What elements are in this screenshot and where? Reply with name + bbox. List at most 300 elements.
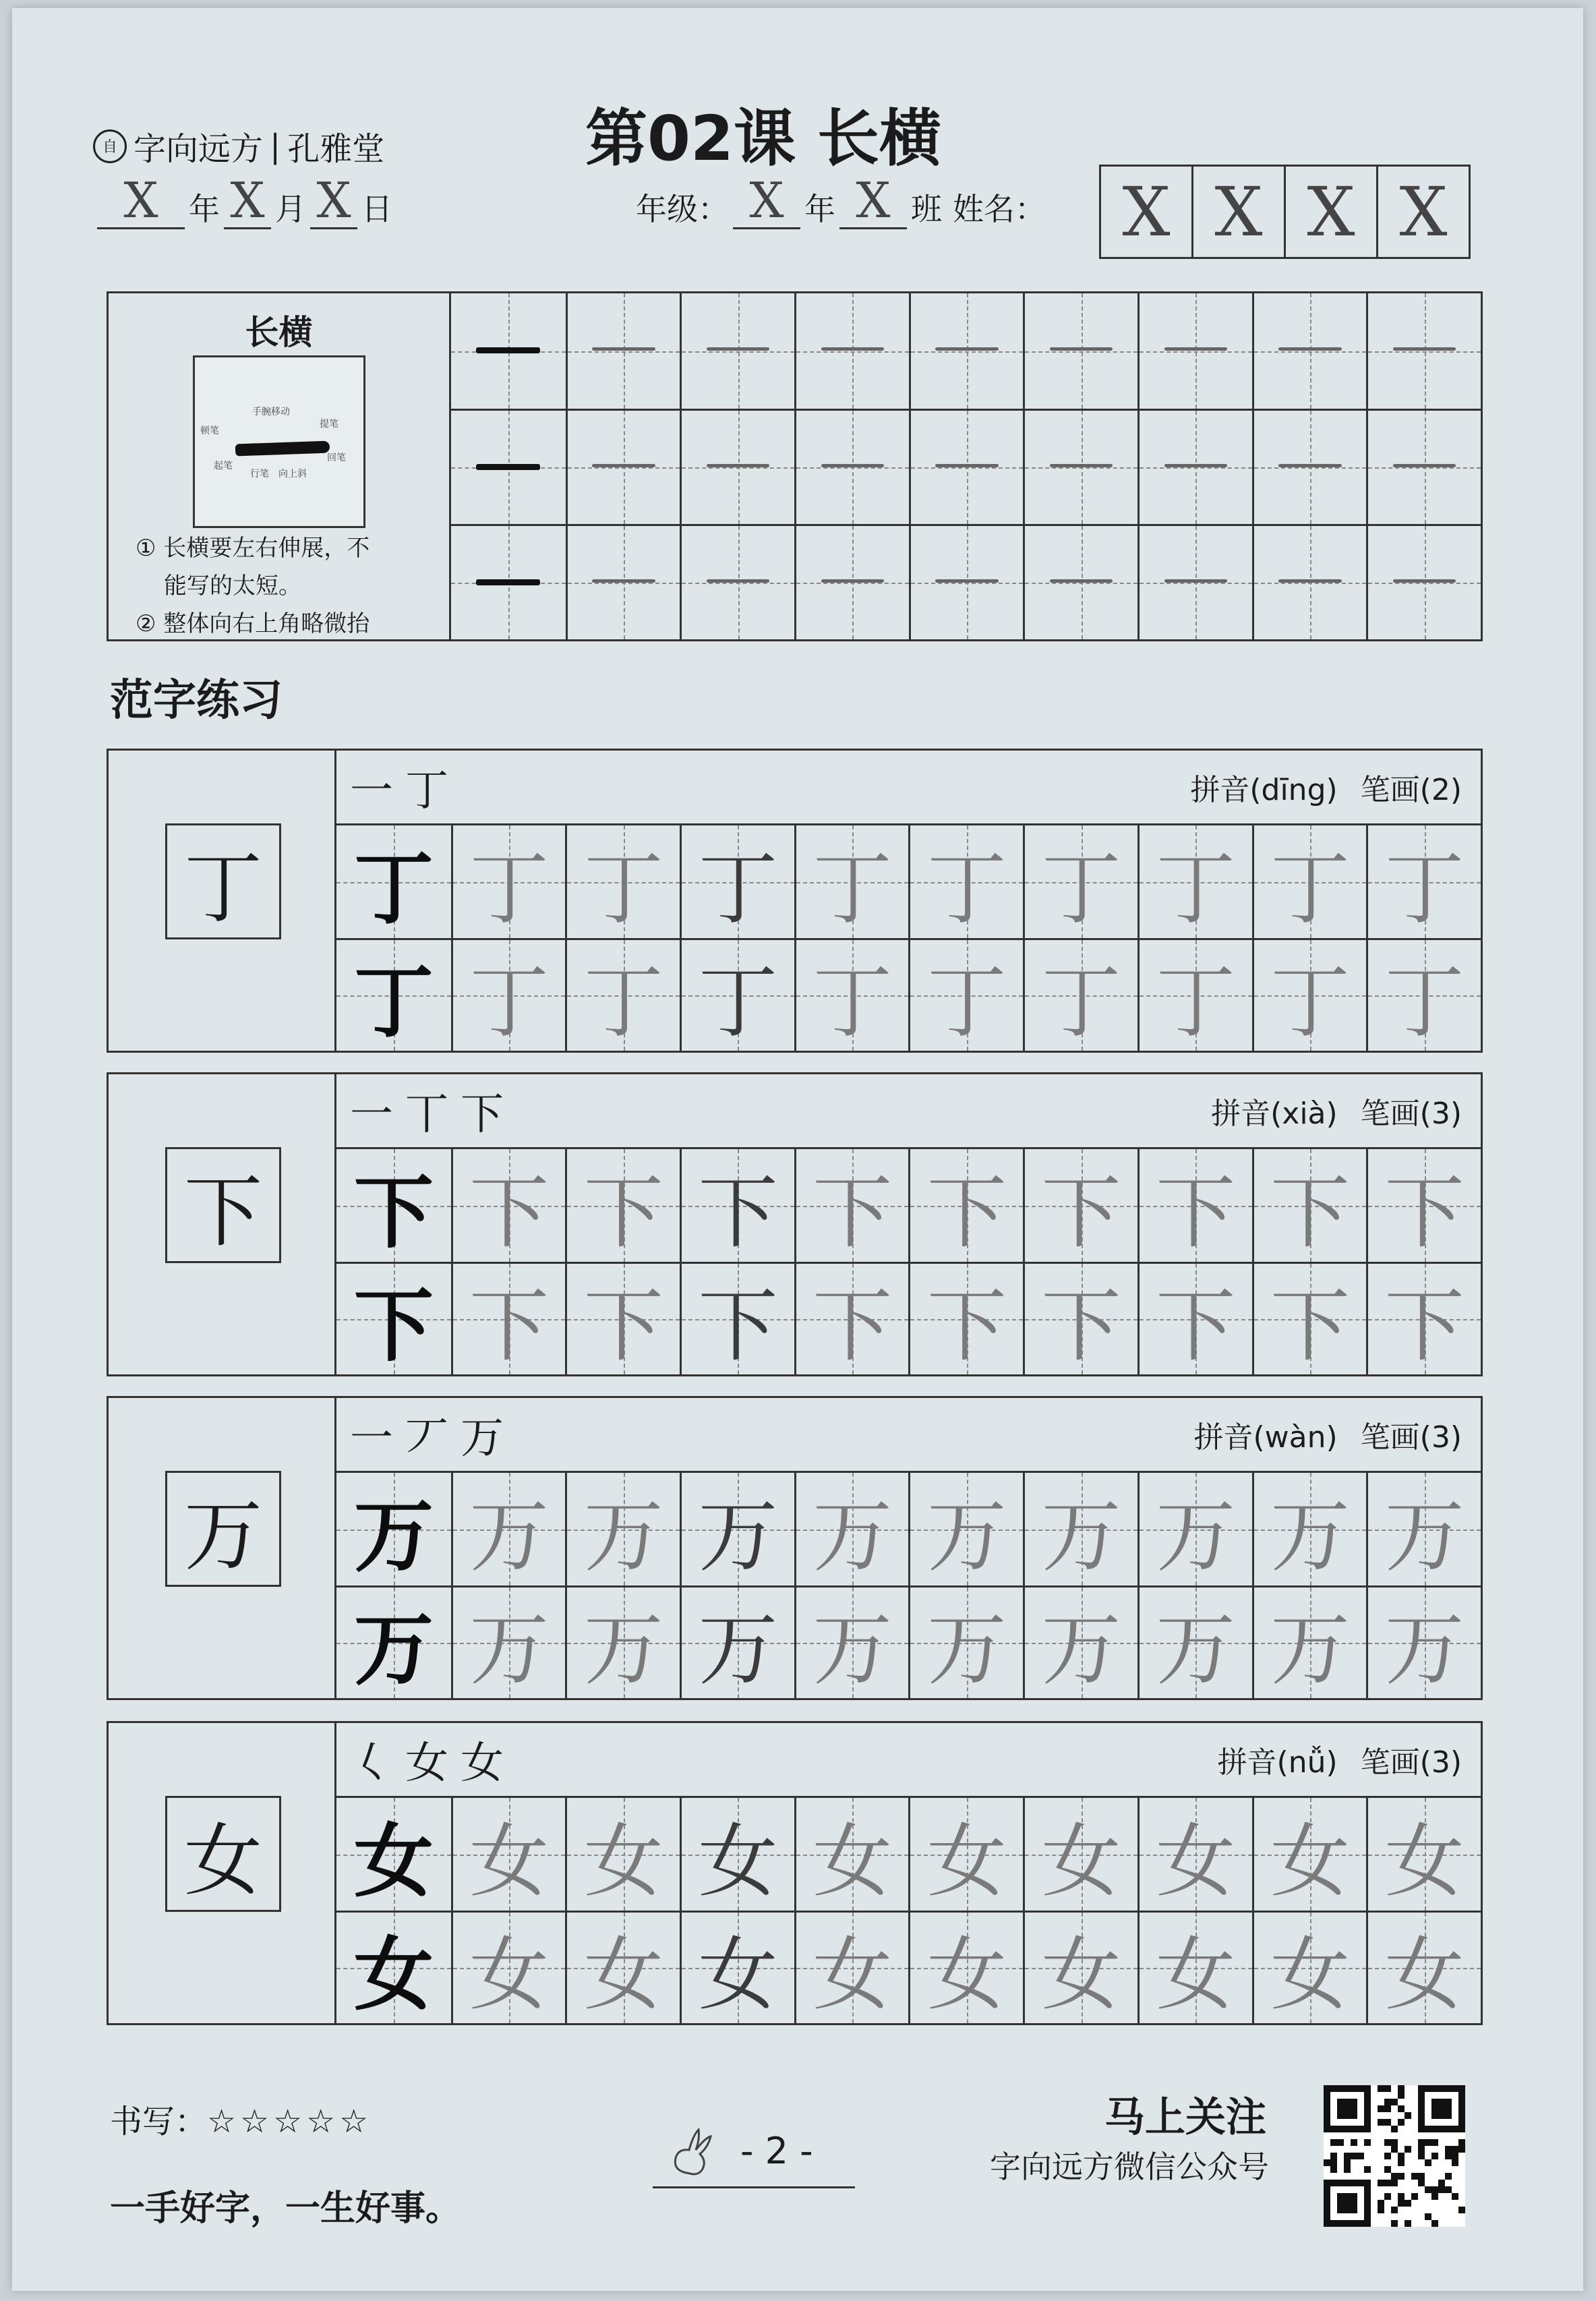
practice-character: 万 [1156,1603,1236,1696]
stroke-lesson-box [107,291,1483,641]
practice-character: 丁 [469,956,550,1049]
horizontal-stroke-mark [935,464,998,467]
horizontal-stroke-mark [1278,464,1341,467]
brand-logo-icon: 自 [93,129,127,163]
practice-character: 下 [1041,1165,1121,1259]
year-blank[interactable]: X [97,173,185,229]
stroke-practice-cell[interactable] [909,524,1024,639]
horizontal-stroke-mark [1164,579,1227,583]
diagram-label: 回笔 [327,453,346,463]
horizontal-stroke-mark [1393,579,1456,583]
practice-cell[interactable] [1366,1585,1481,1698]
horizontal-stroke-mark [476,347,540,353]
model-panel [109,1074,336,1374]
character-header [336,1398,1481,1473]
practice-cell[interactable] [680,1911,794,2023]
practice-cell[interactable] [794,1798,909,1911]
practice-character: 丁 [353,841,434,935]
practice-cell[interactable] [565,825,680,938]
practice-cell[interactable] [680,1262,794,1374]
wechat-account-text: 字向远方微信公众号 [990,2149,1269,2185]
practice-cell[interactable] [336,1798,451,1911]
practice-cell[interactable] [1023,1585,1137,1698]
practice-character: 丁 [583,842,663,935]
practice-cell[interactable] [451,1798,566,1911]
stroke-name: 长横 [245,313,313,352]
practice-cell[interactable] [680,1473,794,1585]
practice-cell[interactable] [1023,1798,1137,1911]
character-block [107,1396,1483,1700]
brand-header [93,123,384,169]
practice-character: 女 [353,1927,434,2021]
rating-label: 书写： [110,2103,208,2140]
diagram-label: 行笔 [250,469,269,479]
practice-character: 万 [812,1489,893,1583]
practice-character: 下 [1156,1165,1236,1259]
practice-cell[interactable] [1023,1262,1137,1374]
practice-cell[interactable] [565,1798,680,1911]
practice-cell[interactable] [1137,825,1252,938]
model-character: 丁 [165,823,281,939]
practice-cell[interactable] [1252,1911,1367,2023]
stroke-practice-cell[interactable] [451,409,566,524]
practice-character: 丁 [1384,956,1465,1049]
horizontal-stroke-mark [707,464,769,467]
practice-character: 万 [353,1488,434,1583]
practice-character: 万 [698,1489,778,1583]
stroke-practice-cell[interactable] [1366,293,1481,409]
horizontal-stroke-mark [707,347,769,351]
practice-cell[interactable] [794,1473,909,1585]
practice-character: 万 [1270,1489,1350,1583]
practice-character: 万 [583,1489,663,1583]
practice-cell[interactable] [1252,1149,1367,1262]
practice-character: 万 [353,1602,434,1696]
practice-character: 女 [812,1928,893,2021]
practice-character: 丁 [926,956,1007,1049]
practice-character: 下 [926,1279,1007,1372]
practice-character: 女 [698,1814,778,1908]
practice-cell[interactable] [1366,1911,1481,2023]
horizontal-stroke-mark [1164,464,1227,467]
character-practice-grid [336,1149,1481,1374]
practice-cell[interactable] [1366,825,1481,938]
month-label: 月 [275,191,306,227]
practice-cell[interactable] [680,825,794,938]
practice-cell[interactable] [336,1911,451,2023]
diagram-label: 顿笔 [200,426,219,436]
practice-character: 丁 [1156,956,1236,1049]
practice-character: 万 [1384,1603,1465,1696]
horizontal-stroke-mark [476,579,540,585]
stroke-practice-cell[interactable] [680,409,794,524]
stroke-practice-cell[interactable] [1137,524,1252,639]
horizontal-stroke-mark [1050,579,1113,583]
practice-character: 万 [469,1489,550,1583]
practice-cell[interactable] [1252,1585,1367,1698]
practice-character: 万 [1384,1489,1465,1583]
practice-character: 下 [1384,1279,1465,1372]
horizontal-stroke-mark [476,464,540,470]
practice-character: 女 [926,1814,1007,1908]
grade-blank[interactable]: X [733,173,800,229]
practice-cell[interactable] [680,1149,794,1262]
practice-character: 丁 [583,956,663,1049]
practice-cell[interactable] [1366,938,1481,1051]
practice-cell[interactable] [1366,1473,1481,1585]
practice-character: 下 [812,1165,893,1259]
practice-cell[interactable] [794,938,909,1051]
practice-character: 下 [812,1279,893,1372]
practice-cell[interactable] [908,1473,1023,1585]
practice-cell[interactable] [1137,1911,1252,2023]
practice-character: 女 [1041,1814,1121,1908]
practice-cell[interactable] [1137,1798,1252,1911]
follow-text: 马上关注 [1104,2094,1266,2141]
practice-cell[interactable] [1252,938,1367,1051]
stroke-practice-cell[interactable] [1252,293,1367,409]
horizontal-stroke-mark [1050,464,1113,467]
practice-character: 下 [469,1165,550,1259]
practice-character: 女 [1156,1928,1236,2021]
practice-character: 下 [1384,1165,1465,1259]
practice-cell[interactable] [1137,1585,1252,1698]
practice-panel [336,1074,1481,1374]
stroke-practice-cell[interactable] [566,524,680,639]
stroke-practice-cell[interactable] [1137,293,1252,409]
diagram-label: 向上斜 [278,469,307,479]
name-box[interactable]: X [1284,167,1376,257]
pinyin-label: 拼音(nǚ) [1217,1745,1338,1780]
brand-divider: | [270,127,281,165]
horizontal-stroke-mark [592,347,655,351]
practice-character: 女 [469,1928,550,2021]
practice-cell[interactable] [680,1585,794,1698]
stroke-diagram [193,355,365,528]
partner-name: 孔雅堂 [287,130,385,168]
rabbit-icon [666,2126,727,2180]
stroke-practice-cell[interactable] [909,293,1024,409]
practice-cell[interactable] [1252,1798,1367,1911]
practice-character: 女 [583,1928,663,2021]
practice-character: 万 [583,1603,663,1696]
name-boxes [1099,165,1471,259]
stroke-practice-cell[interactable] [1366,409,1481,524]
practice-character: 丁 [812,842,893,935]
practice-cell[interactable] [908,1585,1023,1698]
practice-cell[interactable] [1137,1473,1252,1585]
stroke-info-panel [109,293,451,639]
practice-cell[interactable] [451,1262,566,1374]
stroke-practice-cell[interactable] [794,293,909,409]
practice-cell[interactable] [1023,938,1137,1051]
stroke-practice-cell[interactable] [1252,524,1367,639]
practice-character: 女 [353,1813,434,1908]
pinyin-label: 拼音(wàn) [1193,1420,1338,1455]
grade-label: 年级： [636,191,729,227]
practice-cell[interactable] [565,1911,680,2023]
practice-character: 下 [698,1165,778,1259]
character-practice-grid [336,1473,1481,1698]
practice-cell[interactable] [336,1585,451,1698]
practice-character: 万 [926,1603,1007,1696]
day-blank[interactable]: X [310,173,357,229]
practice-character: 下 [698,1279,778,1372]
practice-character: 女 [926,1928,1007,2021]
stroke-notes [136,529,370,643]
practice-cell[interactable] [908,938,1023,1051]
diagram-label: 手腕移动 [252,407,290,417]
practice-cell[interactable] [908,1149,1023,1262]
section-title: 范字练习 [110,676,283,726]
qr-code-icon[interactable] [1324,2085,1465,2227]
practice-cell[interactable] [451,938,566,1051]
practice-character: 万 [1041,1603,1121,1696]
name-box[interactable]: X [1376,167,1469,257]
stroke-practice-cell[interactable] [451,293,566,409]
practice-cell[interactable] [1023,1911,1137,2023]
practice-character: 万 [469,1603,550,1696]
day-label: 日 [361,191,392,227]
character-practice-grid [336,825,1481,1051]
horizontal-stroke-mark [592,464,655,467]
practice-character: 下 [1041,1279,1121,1372]
horizontal-stroke-mark [821,347,884,351]
practice-panel [336,1398,1481,1698]
stroke-practice-cell[interactable] [566,409,680,524]
practice-cell[interactable] [451,1473,566,1585]
practice-character: 下 [583,1279,663,1372]
practice-cell[interactable] [336,1262,451,1374]
practice-cell[interactable] [451,825,566,938]
practice-cell[interactable] [908,1262,1023,1374]
rating-row [110,2095,372,2142]
practice-character: 丁 [812,956,893,1049]
practice-character: 万 [1041,1489,1121,1583]
year-label: 年 [189,191,220,227]
note-line: 能写的太短。 [164,573,301,600]
stroke-practice-cell[interactable] [794,409,909,524]
horizontal-stroke-mark [1393,347,1456,351]
practice-character: 女 [698,1928,778,2021]
practice-cell[interactable] [565,938,680,1051]
practice-character: 丁 [1156,842,1236,935]
practice-cell[interactable] [565,1473,680,1585]
rating-stars[interactable]: ☆☆☆☆☆ [207,2103,373,2140]
character-block [107,1072,1483,1376]
practice-character: 丁 [698,956,778,1049]
horizontal-stroke-mark [1278,579,1341,583]
practice-cell[interactable] [1366,1798,1481,1911]
practice-character: 万 [1270,1603,1350,1696]
note-line: ② 整体向右上角略微抬 [136,610,370,637]
practice-cell[interactable] [336,938,451,1051]
character-block [107,1721,1483,2025]
horizontal-stroke-mark [592,579,655,583]
stroke-practice-cell[interactable] [451,524,566,639]
practice-cell[interactable] [794,825,909,938]
model-character: 女 [165,1796,281,1912]
horizontal-stroke-mark [821,579,884,583]
practice-cell[interactable] [565,1585,680,1698]
practice-character: 万 [698,1603,778,1696]
practice-cell[interactable] [1252,1473,1367,1585]
month-blank[interactable]: X [224,173,271,229]
practice-character: 下 [1156,1279,1236,1372]
practice-character: 丁 [926,842,1007,935]
stroke-practice-cell[interactable] [1023,524,1137,639]
character-header [336,1074,1481,1149]
character-meta [1190,765,1462,809]
practice-cell[interactable] [908,1798,1023,1911]
practice-cell[interactable] [680,1798,794,1911]
stroke-practice-cell[interactable] [909,409,1024,524]
character-header [336,1723,1481,1798]
practice-character: 女 [812,1814,893,1908]
practice-cell[interactable] [451,1149,566,1262]
practice-cell[interactable] [794,1585,909,1698]
stroke-order: 一丅下 [350,1090,516,1140]
model-panel [109,751,336,1051]
diagram-label: 提笔 [320,419,338,430]
horizontal-stroke-mark [1393,464,1456,467]
practice-character: 女 [1270,1928,1350,2021]
practice-character: 下 [1270,1165,1350,1259]
practice-cell[interactable] [565,1149,680,1262]
note-line: ① 长横要左右伸展，不 [136,535,370,562]
motto: 一手好字，一生好事。 [110,2188,461,2229]
practice-character: 万 [1156,1489,1236,1583]
practice-cell[interactable] [794,1262,909,1374]
stroke-order: 一丁 [350,766,461,816]
practice-cell[interactable] [908,825,1023,938]
stroke-practice-cell[interactable] [1366,524,1481,639]
date-field [93,173,392,229]
student-field [636,173,1046,229]
name-label: 姓名： [953,191,1046,227]
stroke-practice-cell[interactable] [566,293,680,409]
practice-character: 女 [1384,1814,1465,1908]
practice-cell[interactable] [1137,1262,1252,1374]
practice-character: 丁 [1270,956,1350,1049]
stroke-practice-cell[interactable] [794,524,909,639]
practice-cell[interactable] [1023,825,1137,938]
character-block [107,749,1483,1053]
practice-character: 万 [926,1489,1007,1583]
name-box[interactable]: X [1191,167,1284,257]
practice-character: 下 [1270,1279,1350,1372]
horizontal-stroke-mark [935,347,998,351]
practice-character: 下 [926,1165,1007,1259]
horizontal-stroke-mark [707,579,769,583]
practice-character: 万 [812,1603,893,1696]
lesson-title: 第02课 长横 [585,103,942,175]
practice-character: 丁 [1384,842,1465,935]
strokes-label: 笔画(3) [1360,1097,1462,1131]
practice-character: 下 [353,1279,434,1372]
practice-cell[interactable] [1023,1149,1137,1262]
practice-character: 丁 [469,842,550,935]
stroke-order: 𡿨女女 [350,1739,516,1788]
practice-cell[interactable] [336,825,451,938]
name-box[interactable]: X [1122,172,1171,252]
practice-cell[interactable] [451,1911,566,2023]
stroke-practice-cell[interactable] [1137,409,1252,524]
practice-cell[interactable] [794,1149,909,1262]
practice-cell[interactable] [565,1262,680,1374]
stroke-practice-cell[interactable] [1252,409,1367,524]
practice-cell[interactable] [794,1911,909,2023]
practice-cell[interactable] [451,1585,566,1698]
practice-character: 丁 [1270,842,1350,935]
brand-name: 字向远方 [134,130,264,168]
worksheet-page [12,8,1583,2291]
stroke-practice-cell[interactable] [680,524,794,639]
practice-character: 女 [1156,1814,1236,1908]
stroke-order: 一丆万 [350,1414,516,1463]
character-meta [1194,1413,1462,1456]
practice-character: 女 [583,1814,663,1908]
practice-cell[interactable] [1023,1473,1137,1585]
diagram-label: 起笔 [214,461,233,471]
stroke-practice-cell[interactable] [1023,409,1137,524]
horizontal-stroke-mark [1278,347,1341,351]
horizontal-stroke-mark [821,464,884,467]
practice-cell[interactable] [908,1911,1023,2023]
practice-character: 丁 [698,842,778,935]
practice-panel [336,751,1481,1051]
practice-cell[interactable] [1252,825,1367,938]
practice-character: 下 [353,1165,434,1259]
practice-character: 下 [469,1279,550,1372]
character-meta [1211,1089,1462,1132]
strokes-label: 笔画(3) [1360,1420,1462,1455]
practice-cell[interactable] [1137,938,1252,1051]
character-header [336,751,1481,825]
class-unit: 班 [911,191,942,227]
practice-character: 女 [1041,1928,1121,2021]
practice-cell[interactable] [1252,1262,1367,1374]
practice-cell[interactable] [1137,1149,1252,1262]
character-meta [1218,1738,1462,1781]
practice-character: 女 [1384,1928,1465,2021]
practice-character: 女 [469,1814,550,1908]
horizontal-stroke-mark [935,579,998,583]
grade-unit: 年 [804,191,835,227]
character-practice-grid [336,1798,1481,2023]
model-panel [109,1723,336,2023]
page-number-text: - 2 - [740,2130,813,2172]
strokes-label: 笔画(3) [1360,1745,1462,1780]
model-character: 下 [165,1147,281,1263]
practice-cell[interactable] [680,938,794,1051]
practice-character: 女 [1270,1814,1350,1908]
stroke-practice-cell[interactable] [1023,293,1137,409]
practice-cell[interactable] [336,1149,451,1262]
practice-cell[interactable] [1366,1149,1481,1262]
horizontal-stroke-mark [1164,347,1227,351]
practice-cell[interactable] [336,1473,451,1585]
practice-character: 丁 [1041,842,1121,935]
model-character: 万 [165,1471,281,1587]
practice-panel [336,1723,1481,2023]
page-number [653,2126,855,2188]
stroke-practice-cell[interactable] [680,293,794,409]
class-blank[interactable]: X [839,173,907,229]
pinyin-label: 拼音(dīng) [1190,773,1338,807]
practice-cell[interactable] [1366,1262,1481,1374]
long-horizontal-stroke-icon [235,441,330,457]
